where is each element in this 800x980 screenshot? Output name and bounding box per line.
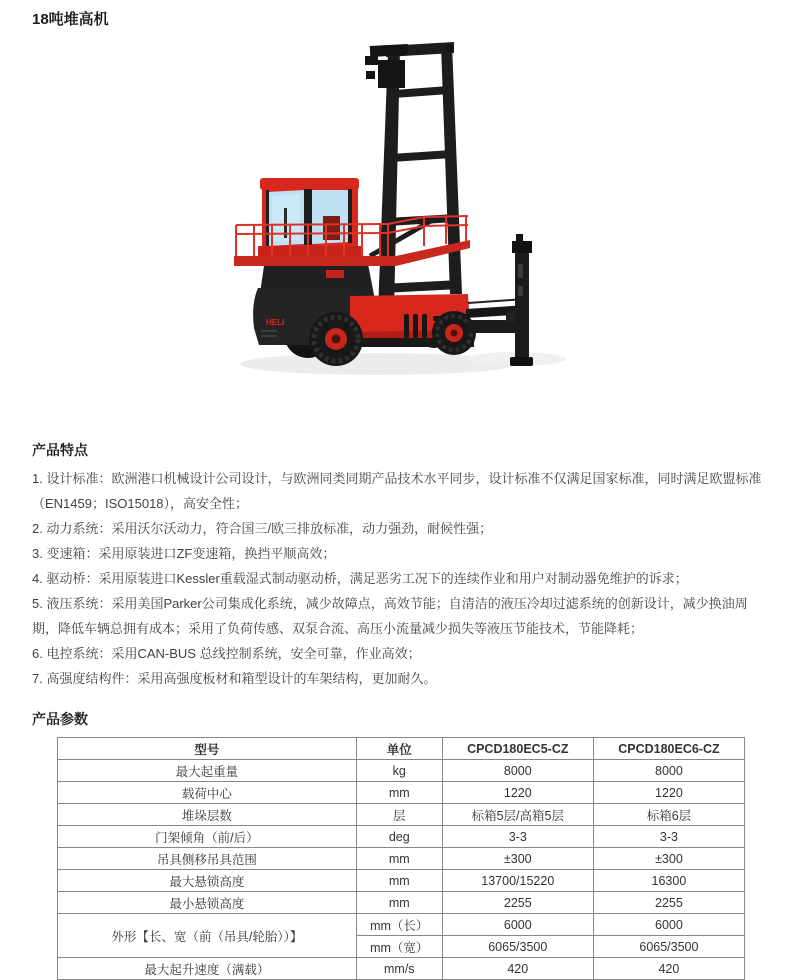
- features-heading: 产品特点: [32, 442, 88, 458]
- spec-value-cell: 420: [442, 958, 593, 980]
- spec-value-cell: 3-3: [442, 826, 593, 848]
- spec-unit-cell: mm（长）: [356, 914, 442, 936]
- spec-value-cell: 8000: [442, 760, 593, 782]
- feature-item: 2. 动力系统：采用沃尔沃动力，符合国三/欧三排放标准，动力强劲，耐候性强；: [32, 521, 493, 536]
- spec-unit-cell: mm/s: [356, 958, 442, 980]
- spec-label-cell: 堆垛层数: [58, 804, 357, 826]
- spec-header-cell: CPCD180EC6-CZ: [593, 738, 744, 760]
- spec-value-cell: 3-3: [593, 826, 744, 848]
- spec-row: [58, 804, 745, 826]
- spec-header-cell: 型号: [58, 738, 357, 760]
- spec-unit-cell: mm: [356, 782, 442, 804]
- spec-table-body: [58, 760, 745, 980]
- spec-unit-cell: mm（宽）: [356, 936, 442, 958]
- features-section: [32, 440, 768, 691]
- feature-item: 3. 变速箱：采用原装进口ZF变速箱，换挡平顺高效；: [32, 546, 336, 561]
- spec-header-row: [58, 738, 745, 760]
- feature-item: 4. 驱动桥：采用原装进口Kessler重载湿式制动驱动桥，满足恶劣工况下的连续作业和用户对制动器免维护的诉求；: [32, 571, 688, 586]
- feature-item: 7. 高强度结构件：采用高强度板材和箱型设计的车架结构，更加耐久。: [32, 671, 437, 686]
- spec-label-cell: 载荷中心: [58, 782, 357, 804]
- feature-item: 6. 电控系统：采用CAN-BUS 总线控制系统，安全可靠，作业高效；: [32, 646, 421, 661]
- spec-value-cell: 8000: [593, 760, 744, 782]
- spec-row: [58, 848, 745, 870]
- spec-row: [58, 760, 745, 782]
- spec-label-cell: 吊具侧移吊具范围: [58, 848, 357, 870]
- spec-header-cell: CPCD180EC5-CZ: [442, 738, 593, 760]
- spec-label-cell: 外形【长、宽（前（吊具/轮胎））】: [58, 914, 357, 958]
- container-stacker-image: [228, 32, 573, 417]
- spec-value-cell: 标箱6层: [593, 804, 744, 826]
- spec-value-cell: 6000: [442, 914, 593, 936]
- spec-row: [58, 870, 745, 892]
- specs-section: [32, 709, 768, 980]
- page-title: 18吨堆高机: [32, 11, 109, 28]
- spec-value-cell: 420: [593, 958, 744, 980]
- feature-item: 1. 设计标准：欧洲港口机械设计公司设计，与欧洲同类同期产品技术水平同步，设计标准不仅满足国家标准，同时满足欧盟标准（EN1459；ISO15018），高安全性；: [32, 471, 762, 511]
- spec-row: [58, 892, 745, 914]
- spec-value-cell: 1220: [442, 782, 593, 804]
- spec-unit-cell: 层: [356, 804, 442, 826]
- spec-label-cell: 门架倾角（前/后）: [58, 826, 357, 848]
- specs-heading: 产品参数: [32, 711, 88, 727]
- spec-unit-cell: mm: [356, 892, 442, 914]
- brand-logo: HELI: [266, 318, 285, 327]
- spec-value-cell: 16300: [593, 870, 744, 892]
- spec-row: [58, 914, 745, 936]
- feature-item: 5. 液压系统：采用美国Parker公司集成化系统，减少故障点，高效节能；自清洁的液压冷却过滤系统的创新设计，减少换油周期，降低车辆总拥有成本；采用了负荷传感、双泵合流、高压小流量减少损失等液压节能技术，节能降耗；: [32, 596, 748, 636]
- spec-value-cell: ±300: [442, 848, 593, 870]
- spec-row: [58, 958, 745, 980]
- spec-unit-cell: mm: [356, 870, 442, 892]
- spec-value-cell: ±300: [593, 848, 744, 870]
- spec-unit-cell: deg: [356, 826, 442, 848]
- spec-label-cell: 最大悬锁高度: [58, 870, 357, 892]
- spec-value-cell: 6065/3500: [442, 936, 593, 958]
- spec-unit-cell: kg: [356, 760, 442, 782]
- spec-row: [58, 826, 745, 848]
- features-list: [32, 466, 768, 691]
- spec-value-cell: 标箱5层/高箱5层: [442, 804, 593, 826]
- spec-value-cell: 6065/3500: [593, 936, 744, 958]
- spec-value-cell: 6000: [593, 914, 744, 936]
- spec-table: [57, 737, 745, 980]
- product-image-area: [32, 30, 768, 432]
- spec-row: [58, 782, 745, 804]
- spec-label-cell: 最大起重量: [58, 760, 357, 782]
- spec-header-cell: 单位: [356, 738, 442, 760]
- spec-value-cell: 1220: [593, 782, 744, 804]
- spec-value-cell: 13700/15220: [442, 870, 593, 892]
- spec-unit-cell: mm: [356, 848, 442, 870]
- spec-label-cell: 最大起升速度（满载）: [58, 958, 357, 980]
- spec-value-cell: 2255: [442, 892, 593, 914]
- spec-value-cell: 2255: [593, 892, 744, 914]
- spec-label-cell: 最小悬锁高度: [58, 892, 357, 914]
